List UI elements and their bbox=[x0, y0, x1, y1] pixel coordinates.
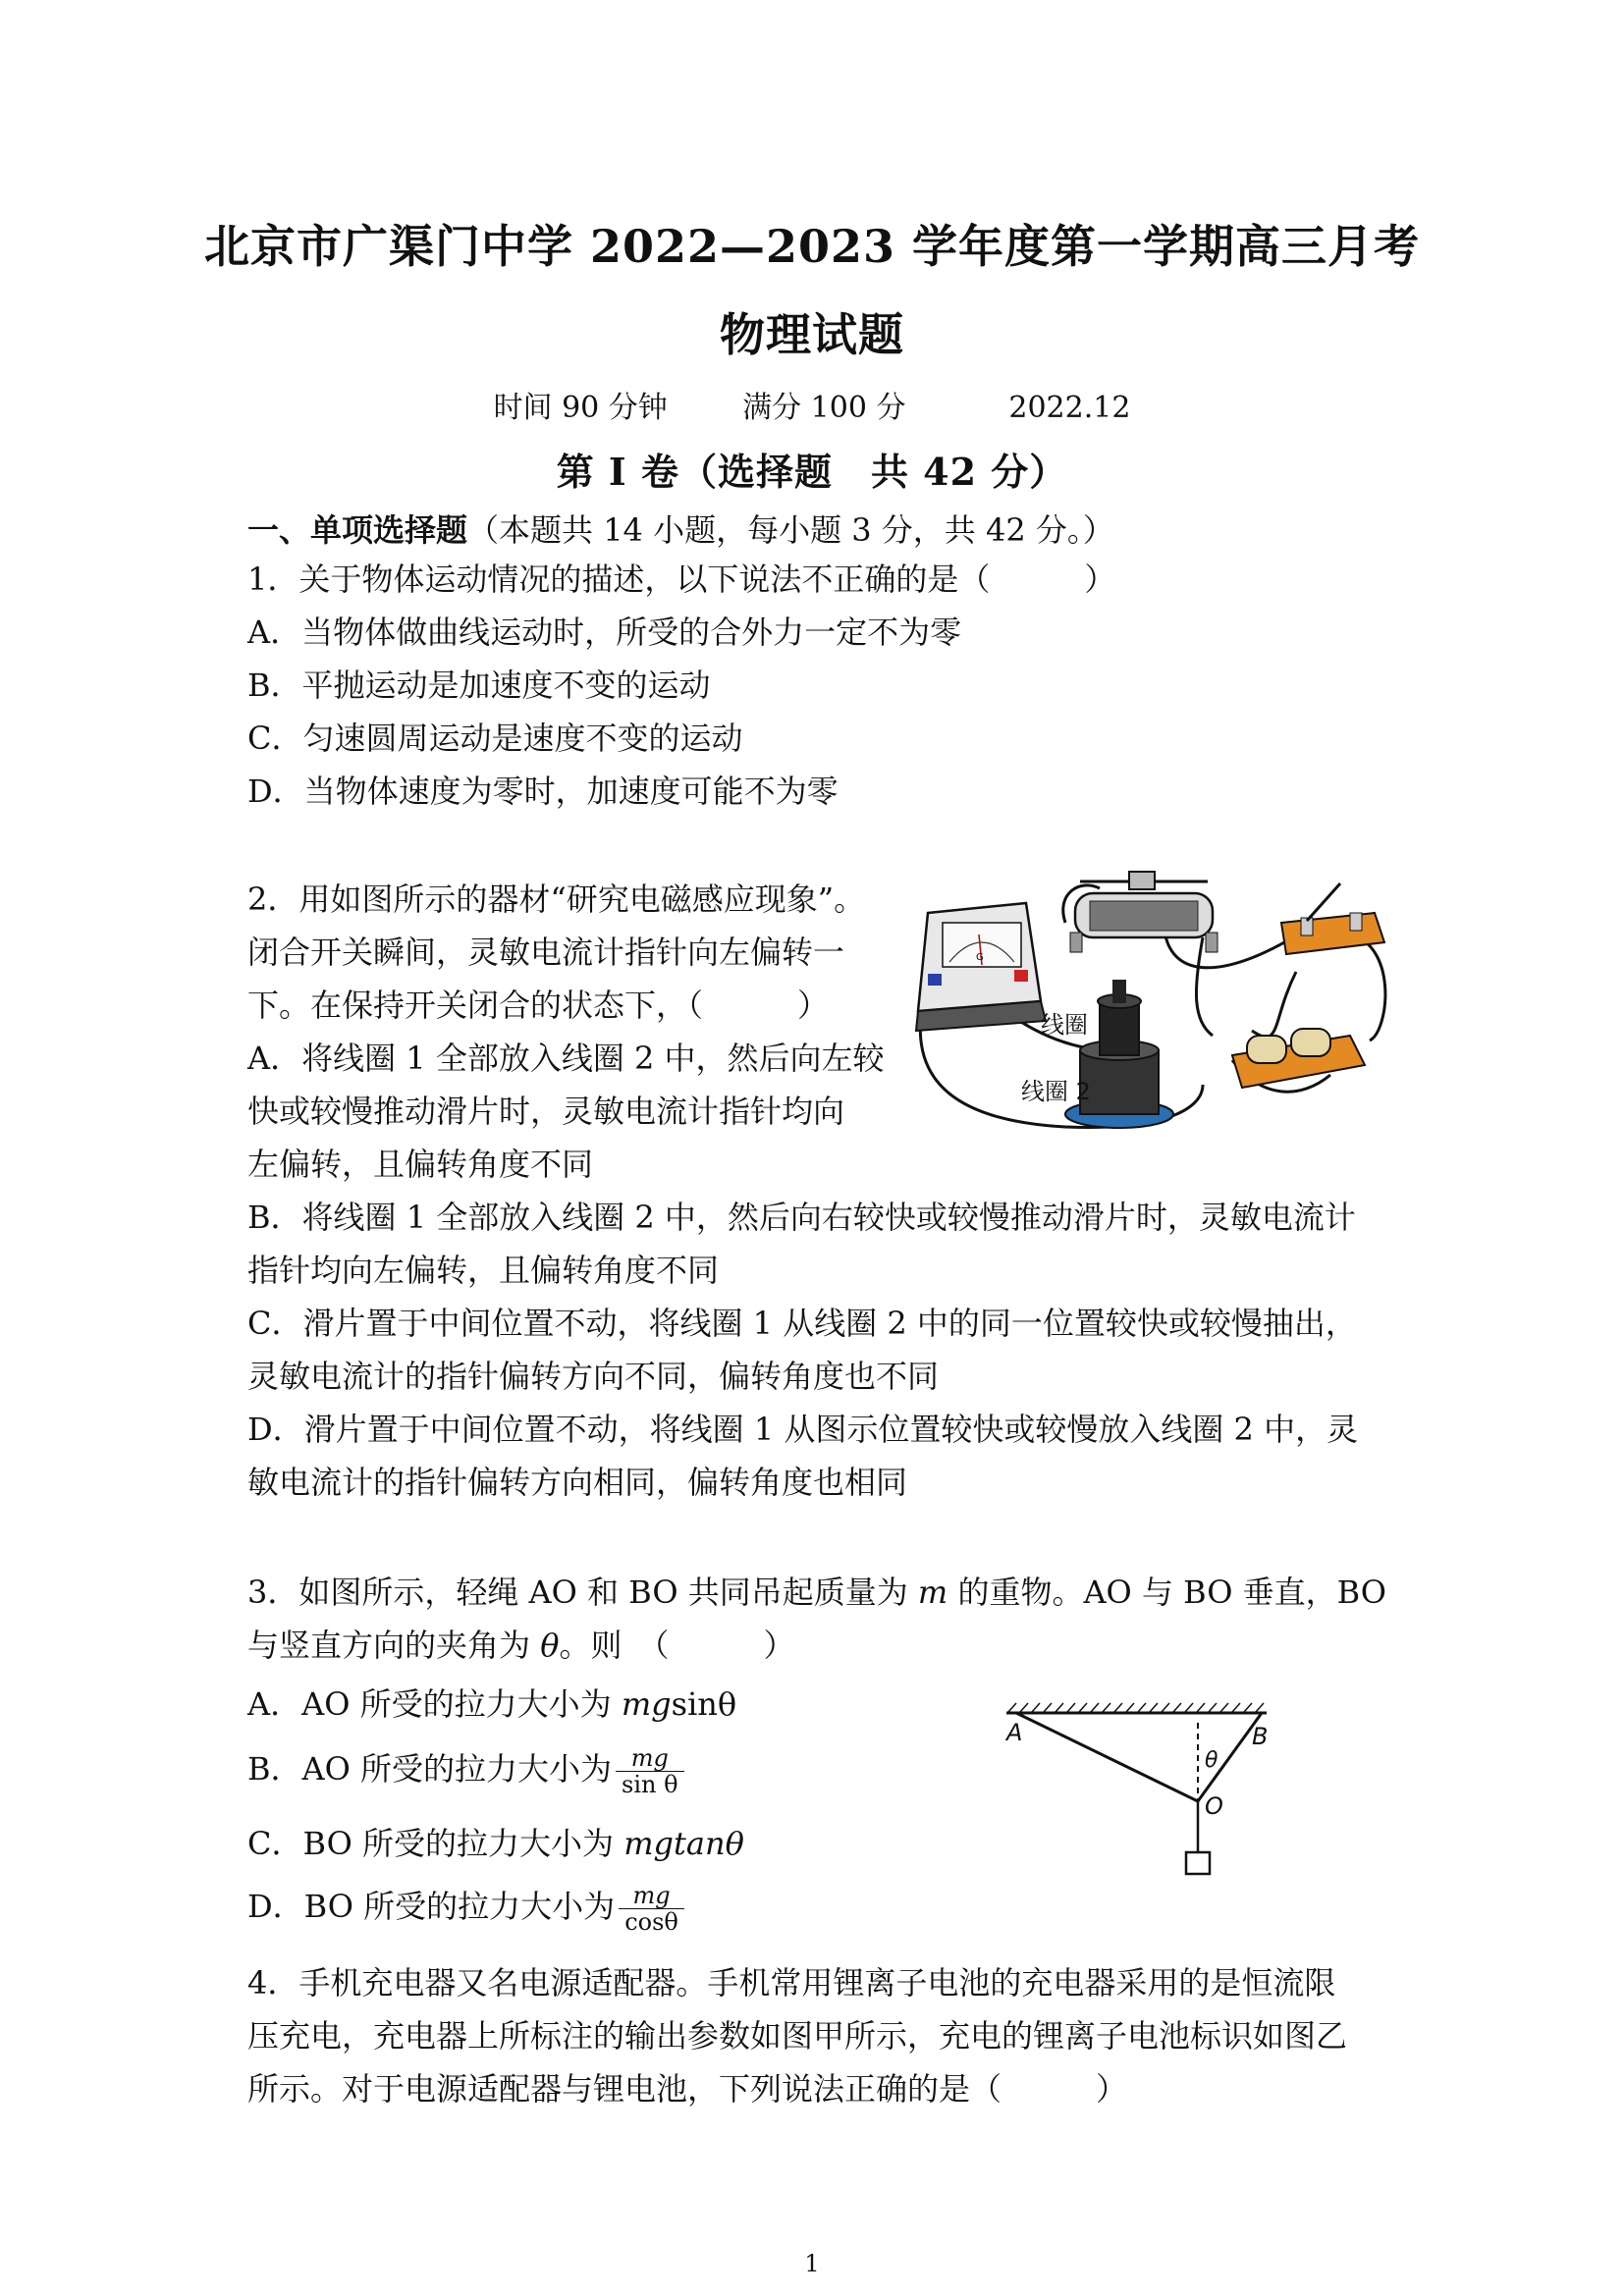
q2-option-d-line1: D．滑片置于中间位置不动，将线圈 1 从图示位置较快或较慢放入线圈 2 中，灵 bbox=[247, 1411, 1359, 1448]
q3-stem-line1 bbox=[247, 1573, 1386, 1612]
q1-option-d: D．当物体速度为零时，加速度可能不为零 bbox=[247, 773, 839, 810]
q2-stem-line1: 2．用如图所示的器材“研究电磁感应现象”。 bbox=[247, 881, 866, 918]
page-number: 1 bbox=[804, 2250, 820, 2277]
exam-meta bbox=[0, 383, 1624, 426]
q2-option-d-line2: 敏电流计的指针偏转方向相同，偏转角度也相同 bbox=[247, 1464, 908, 1501]
q2-option-c-line1: C．滑片置于中间位置不动，将线圈 1 从线圈 2 中的同一位置较快或较慢抽出， bbox=[247, 1305, 1357, 1342]
q3-option-b-fraction bbox=[616, 1745, 684, 1797]
q2-option-b-line1: B．将线圈 1 全部放入线圈 2 中，然后向右较快或较慢推动滑片时，灵敏电流计 bbox=[247, 1199, 1356, 1236]
rope-ao bbox=[1016, 1713, 1198, 1801]
q3-option-c-expr: mgtanθ bbox=[623, 1825, 744, 1862]
q3-option-c bbox=[247, 1824, 744, 1863]
volume-title: 第 I 卷（选择题 共 42 分） bbox=[556, 450, 1068, 494]
part-title bbox=[247, 510, 1114, 550]
q2-stem-line2: 闭合开关瞬间，灵敏电流计指针向左偏转一 bbox=[247, 934, 845, 971]
part-title-bold: 一、单项选择题 bbox=[247, 511, 468, 549]
fraction-denominator: sin θ bbox=[622, 1771, 678, 1798]
fraction-denominator: cosθ bbox=[624, 1908, 678, 1936]
q2-option-c-line2: 灵敏电流计的指针偏转方向不同，偏转角度也不同 bbox=[247, 1358, 940, 1395]
q4-stem-line2: 压充电，充电器上所标注的输出参数如图甲所示，充电的锂离子电池标识如图乙 bbox=[247, 2017, 1348, 2055]
exam-full-score: 满分 100 分 bbox=[742, 391, 906, 425]
fraction-numerator: mg bbox=[616, 1745, 684, 1772]
q2-option-a-line2: 快或较慢推动滑片时，灵敏电流计指针均向 bbox=[247, 1093, 845, 1130]
page-subtitle: 物理试题 bbox=[720, 308, 904, 361]
q2-option-a-line3: 左偏转，且偏转角度不同 bbox=[247, 1146, 594, 1183]
q3-option-d bbox=[247, 1883, 684, 1935]
q3-stem-line2 bbox=[247, 1626, 794, 1665]
part-title-note: （本题共 14 小题，每小题 3 分，共 42 分。） bbox=[467, 511, 1114, 549]
galvanometer bbox=[916, 903, 1046, 1031]
q2-option-b-line2: 指针均向左偏转，且偏转角度不同 bbox=[247, 1252, 720, 1289]
exam-date: 2022.12 bbox=[1008, 391, 1131, 425]
wire bbox=[1252, 972, 1296, 1037]
wire bbox=[1345, 933, 1385, 1041]
q1-option-a: A．当物体做曲线运动时，所受的合外力一定不为零 bbox=[247, 614, 962, 651]
galvanometer-letter: G bbox=[976, 952, 984, 963]
exam-time: 时间 90 分钟 bbox=[493, 391, 668, 425]
q3-option-d-fraction bbox=[619, 1883, 684, 1935]
q4-stem-line3: 所示。对于电源适配器与锂电池，下列说法正确的是（ ） bbox=[247, 2070, 1128, 2108]
q3-stem-text-a: 3．如图所示，轻绳 AO 和 BO 共同吊起质量为 bbox=[247, 1574, 918, 1611]
coil1-label: 线圈 bbox=[1041, 1011, 1088, 1039]
fraction-numerator: mg bbox=[619, 1883, 684, 1909]
point-b-label: B bbox=[1252, 1723, 1269, 1750]
q2-apparatus-figure bbox=[908, 864, 1399, 1148]
battery-pack bbox=[1232, 1029, 1365, 1088]
q1-option-b: B．平抛运动是加速度不变的运动 bbox=[247, 667, 711, 704]
q3-option-a bbox=[247, 1684, 736, 1724]
q3-theta-symbol: θ bbox=[540, 1627, 560, 1664]
q1-option-c: C．匀速圆周运动是速度不变的运动 bbox=[247, 720, 743, 757]
q3-option-c-text: C．BO 所受的拉力大小为 bbox=[247, 1825, 624, 1862]
coil-assembly bbox=[1065, 980, 1173, 1128]
q3-stem-text-c: 与竖直方向的夹角为 bbox=[247, 1627, 541, 1664]
q3-option-a-text: A．AO 所受的拉力大小为 bbox=[247, 1685, 622, 1723]
q3-option-a-expr: mg bbox=[621, 1685, 672, 1723]
q2-stem-line3: 下。在保持开关闭合的状态下，（ ） bbox=[247, 987, 830, 1024]
switch bbox=[1281, 883, 1384, 954]
q3-option-d-text: D．BO 所受的拉力大小为 bbox=[247, 1888, 616, 1925]
hanging-weight bbox=[1186, 1852, 1210, 1874]
q3-rope-figure bbox=[997, 1693, 1276, 1890]
q3-option-b-text: B．AO 所受的拉力大小为 bbox=[247, 1750, 613, 1788]
q1-stem: 1．关于物体运动情况的描述，以下说法不正确的是（ ） bbox=[247, 561, 1116, 598]
q3-stem-text-b: 的重物。AO 与 BO 垂直，BO bbox=[947, 1574, 1386, 1611]
point-a-label: A bbox=[1006, 1719, 1023, 1746]
page-title: 北京市广渠门中学 2022—2023 学年度第一学期高三月考 bbox=[203, 220, 1421, 273]
q3-option-a-expr2: sinθ bbox=[671, 1685, 737, 1723]
q3-option-b bbox=[247, 1745, 684, 1797]
q2-option-a-line1: A．将线圈 1 全部放入线圈 2 中，然后向左较 bbox=[247, 1040, 885, 1077]
coil2-label: 线圈 2 bbox=[1021, 1078, 1091, 1105]
angle-theta-label: θ bbox=[1205, 1748, 1218, 1773]
ceiling-hatch bbox=[1008, 1703, 1264, 1712]
sliding-rheostat bbox=[1070, 872, 1218, 952]
q4-stem-line1: 4．手机充电器又名电源适配器。手机常用锂离子电池的充电器采用的是恒流限 bbox=[247, 1964, 1336, 2002]
q3-mass-symbol: m bbox=[917, 1574, 948, 1611]
point-o-label: O bbox=[1205, 1792, 1223, 1820]
q3-stem-text-d: 。则 （ ） bbox=[559, 1627, 795, 1664]
